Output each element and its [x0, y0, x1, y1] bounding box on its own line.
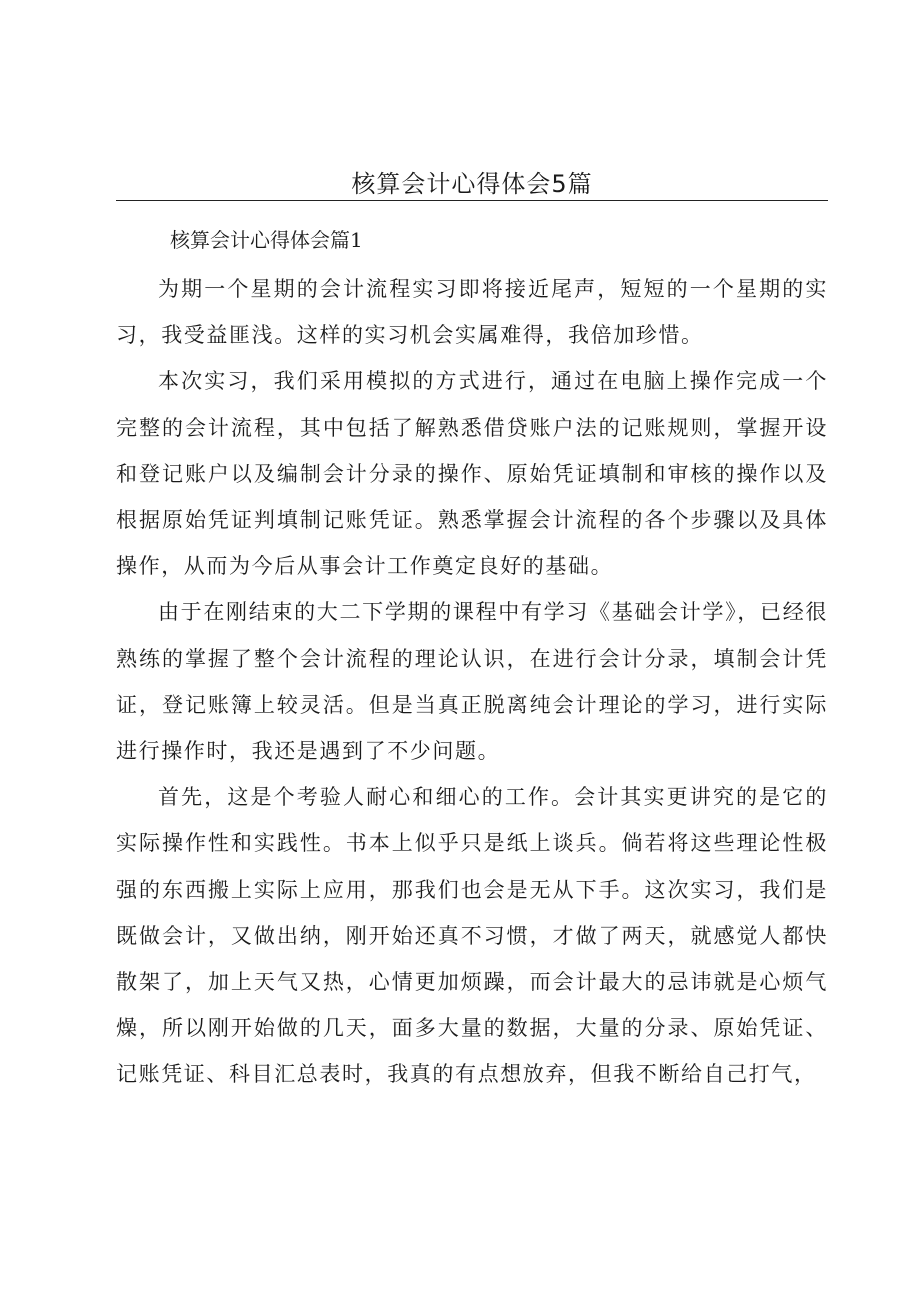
body-text	[116, 266, 828, 1098]
paragraph-3: 由于在刚结束的大二下学期的课程中有学习《基础会计学》，已经很熟练的掌握了整个会计流程的理论认识，在进行会计分录，填制会计凭证，登记账簿上较灵活。但是当真正脱离纯会计理论的学习，进行实际进行操作时，我还是遇到了不少问题。	[116, 600, 828, 764]
section-heading: 核算会计心得体会篇1	[170, 228, 363, 252]
paragraph-1: 为期一个星期的会计流程实习即将接近尾声，短短的一个星期的实习，我受益匪浅。这样的实习机会实属难得，我倍加珍惜。	[116, 277, 828, 348]
paragraph-2: 本次实习，我们采用模拟的方式进行，通过在电脑上操作完成一个完整的会计流程，其中包括了解熟悉借贷账户法的记账规则，掌握开设和登记账户以及编制会计分录的操作、原始凭证填制和审核的操作以及根据原始凭证判填制记账凭证。熟悉掌握会计流程的各个步骤以及具体操作，从而为今后从事会计工作奠定良好的基础。	[116, 369, 828, 579]
page-title: 核算会计心得体会5篇	[351, 170, 593, 198]
paragraph-4: 首先，这是个考验人耐心和细心的工作。会计其实更讲究的是它的实际操作性和实践性。书本上似乎只是纸上谈兵。倘若将这些理论性极强的东西搬上实际上应用，那我们也会是无从下手。这次实习，我们是既做会计，又做出纳，刚开始还真不习惯，才做了两天，就感觉人都快散架了，加上天气又热，心情更加烦躁，而会计最大的忌讳就是心烦气燥，所以刚开始做的几天，面多大量的数据，大量的分录、原始凭证、记账凭证、科目汇总表时，我真的有点想放弃，但我不断给自己打气，	[116, 785, 828, 1087]
title-divider	[116, 200, 828, 201]
